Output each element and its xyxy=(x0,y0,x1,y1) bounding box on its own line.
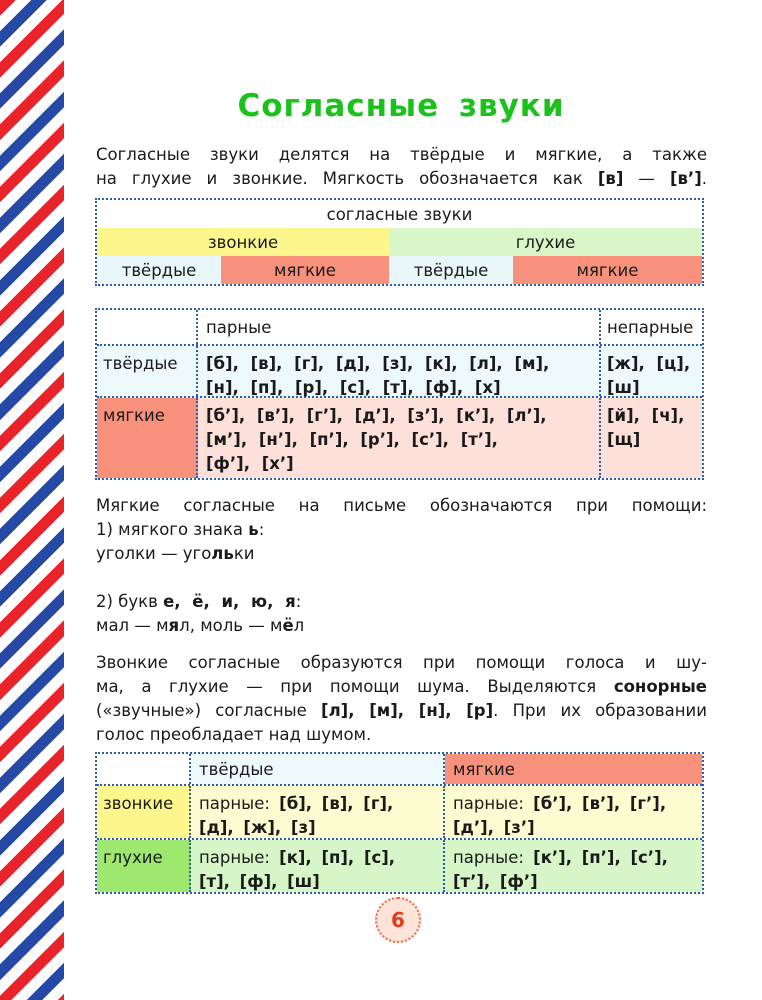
page-number: 6 xyxy=(375,897,421,943)
soft-letters-item-2: 2) букв е, ё, и, ю, я: xyxy=(96,592,302,611)
hard-paired-line-1: [б], [в], [г], [д], [з], [к], [л], [м], xyxy=(206,354,550,373)
page-title: Согласные звуки xyxy=(237,88,565,124)
voiced-hard-cell: твёрдые xyxy=(97,256,221,284)
empty-corner-cell xyxy=(97,754,191,784)
soft-paired-line-2: [м’], [н’], [п’], [р’], [с’], [т’], xyxy=(206,430,498,449)
soft-paired-line-3: [ф’], [х’] xyxy=(206,454,294,473)
voiced-voiceless-table xyxy=(95,752,704,894)
sonorant-line-3: («звучные») согласные [л], [м], [н], [р]. При их образовании xyxy=(96,701,707,720)
voiceless-hard-cell: парные: [к], [п], [с], [т], [ф], [ш] xyxy=(191,840,445,892)
column-header-soft: мягкие xyxy=(445,754,702,784)
soft-letters-item-1: 1) мягкого знака ь: xyxy=(96,520,265,539)
hard-paired-line-2: [н], [п], [р], [с], [т], [ф], [х] xyxy=(206,378,501,397)
hard-unpaired-line-2: [ш] xyxy=(607,378,640,397)
row-label-hard: твёрдые xyxy=(97,346,198,396)
column-header-unpaired: непарные xyxy=(607,317,694,337)
sonorant-line-2: ма, а глухие — при помощи шума. Выделяются сонорные xyxy=(96,677,707,696)
hard-paired-cell xyxy=(198,346,601,396)
soft-unpaired-line-2: [щ] xyxy=(607,430,641,449)
soft-letters-paragraph xyxy=(96,494,707,638)
voiceless-header: глухие xyxy=(389,228,702,256)
voiceless-soft-cell: парные: [к’], [п’], [с’], [т’], [ф’] xyxy=(445,840,702,892)
sonorant-paragraph xyxy=(96,651,707,747)
paired-consonants-table xyxy=(95,308,704,480)
voiced-header: звонкие xyxy=(97,228,389,256)
intro-line-2: на глухие и звонкие. Мягкость обозначается как [в] — [в’]. xyxy=(96,169,707,188)
column-header-hard: твёрдые xyxy=(191,754,445,784)
row-label-voiced: звонкие xyxy=(97,786,191,838)
voiced-hard-cell: парные: [б], [в], [г], [д], [ж], [з] xyxy=(191,786,445,838)
soft-letters-line-1: Мягкие согласные на письме обозначаются при помощи: xyxy=(96,496,707,515)
consonants-classification-table xyxy=(95,198,704,286)
voiced-soft-cell: мягкие xyxy=(221,256,389,284)
hard-unpaired-line-1: [ж], [ц], xyxy=(607,354,691,373)
table-header: согласные звуки xyxy=(97,200,702,228)
soft-letters-example-1: уголки — угольки xyxy=(96,544,255,563)
voiceless-hard-cell: твёрдые xyxy=(389,256,513,284)
hard-unpaired-cell xyxy=(601,346,702,396)
intro-line-1: Согласные звуки делятся на твёрдые и мягкие, а также xyxy=(96,145,707,164)
soft-paired-cell xyxy=(198,398,601,478)
soft-unpaired-cell xyxy=(601,398,702,478)
empty-corner-cell xyxy=(97,310,198,344)
intro-paragraph xyxy=(96,143,707,191)
soft-unpaired-line-1: [й], [ч], xyxy=(607,406,685,425)
voiceless-soft-cell: мягкие xyxy=(513,256,702,284)
row-label-soft: мягкие xyxy=(97,398,198,478)
soft-letters-example-2: мал — мял, моль — мёл xyxy=(96,616,305,635)
soft-paired-line-1: [б’], [в’], [г’], [д’], [з’], [к’], [л’], xyxy=(206,406,547,425)
row-label-voiceless: глухие xyxy=(97,840,191,892)
decorative-stripes xyxy=(0,0,64,1000)
sonorant-line-1: Звонкие согласные образуются при помощи голоса и шу- xyxy=(96,653,707,672)
sonorant-line-4: голос преобладает над шумом. xyxy=(96,725,372,744)
voiced-soft-cell: парные: [б’], [в’], [г’], [д’], [з’] xyxy=(445,786,702,838)
column-header-paired: парные xyxy=(198,310,601,344)
